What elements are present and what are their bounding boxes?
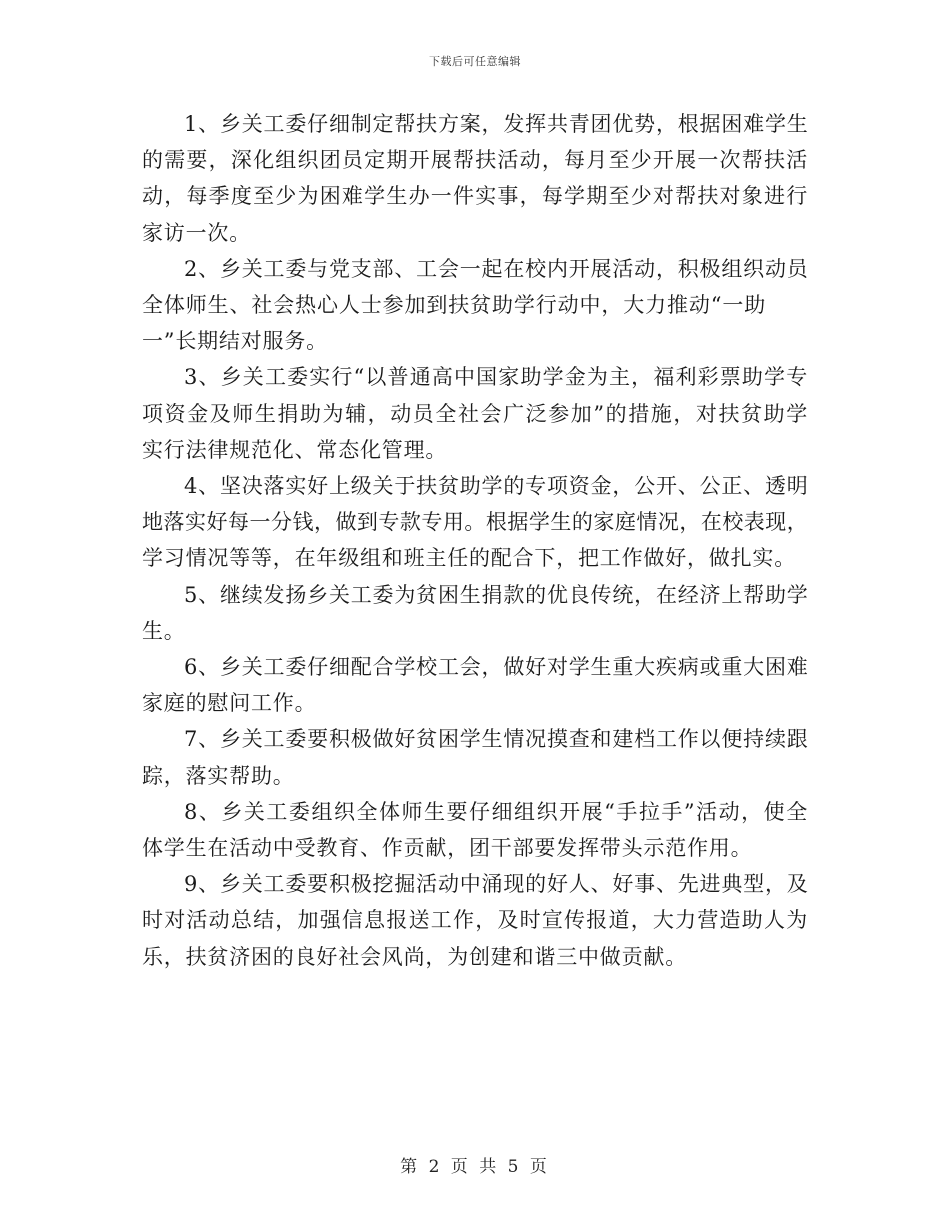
page-number: 第 2 页 共 5 页 — [400, 1157, 550, 1177]
paragraph-3 — [142, 359, 808, 468]
paragraph-line: 4、坚决落实好上级关于扶贫助学的专项资金，公开、公正、透明 — [184, 474, 809, 499]
paragraph-line: 3、乡关工委实行“以普通高中国家助学金为主，福利彩票助学专 — [184, 365, 808, 390]
paragraph-line: 学习情况等等，在年级组和班主任的配合下，把工作做好，做扎实。 — [142, 546, 796, 571]
paragraph-line: 踪，落实帮助。 — [142, 763, 295, 788]
paragraph-line: 2、乡关工委与党支部、工会一起在校内开展活动，积极组织动员 — [184, 256, 809, 281]
paragraph-line: 5、继续发扬乡关工委为贫困生捐款的优良传统，在经济上帮助学 — [184, 582, 809, 607]
document-body — [142, 106, 808, 975]
paragraph-7 — [142, 721, 808, 793]
paragraph-line: 体学生在活动中受教育、作贡献，团干部要发挥带头示范作用。 — [142, 836, 753, 861]
paragraph-line: 的需要，深化组织团员定期开展帮扶活动，每月至少开展一次帮扶活 — [142, 148, 808, 173]
paragraph-line: 动，每季度至少为困难学生办一件实事，每学期至少对帮扶对象进行 — [142, 184, 808, 209]
paragraph-1 — [142, 106, 808, 251]
paragraph-5 — [142, 577, 808, 649]
paragraph-2 — [142, 251, 808, 360]
paragraph-line: 家访一次。 — [142, 220, 251, 245]
paragraph-line: 9、乡关工委要积极挖掘活动中涌现的好人、好事、先进典型，及 — [184, 872, 809, 897]
paragraph-line: 生。 — [142, 618, 186, 643]
paragraph-line: 全体师生、社会热心人士参加到扶贫助学行动中，大力推动“一助 — [142, 293, 766, 318]
paragraph-4 — [142, 468, 808, 577]
paragraph-line: 时对活动总结，加强信息报送工作，及时宣传报道，大力营造助人为 — [142, 908, 808, 933]
paragraph-line: 6、乡关工委仔细配合学校工会，做好对学生重大疾病或重大困难 — [184, 655, 809, 680]
paragraph-line: 8、乡关工委组织全体师生要仔细组织开展“手拉手”活动，使全 — [184, 799, 808, 824]
paragraph-line: 一”长期结对服务。 — [142, 329, 328, 354]
page-header: 下载后可任意编辑 — [429, 55, 521, 68]
paragraph-line: 家庭的慰问工作。 — [142, 691, 317, 716]
paragraph-line: 1、乡关工委仔细制定帮扶方案，发挥共青团优势，根据困难学生 — [184, 112, 809, 136]
paragraph-line: 实行法律规范化、常态化管理。 — [142, 437, 448, 462]
paragraph-8 — [142, 794, 808, 866]
paragraph-line: 地落实好每一分钱，做到专款专用。根据学生的家庭情况，在校表现， — [142, 510, 808, 535]
paragraph-line: 项资金及师生捐助为辅，动员全社会广泛参加”的措施，对扶贫助学 — [142, 401, 808, 426]
paragraph-line: 7、乡关工委要积极做好贫困学生情况摸查和建档工作以便持续跟 — [184, 727, 809, 752]
paragraph-9 — [142, 866, 808, 975]
paragraph-6 — [142, 649, 808, 721]
paragraph-line: 乐，扶贫济困的良好社会风尚，为创建和谐三中做贡献。 — [142, 944, 687, 969]
